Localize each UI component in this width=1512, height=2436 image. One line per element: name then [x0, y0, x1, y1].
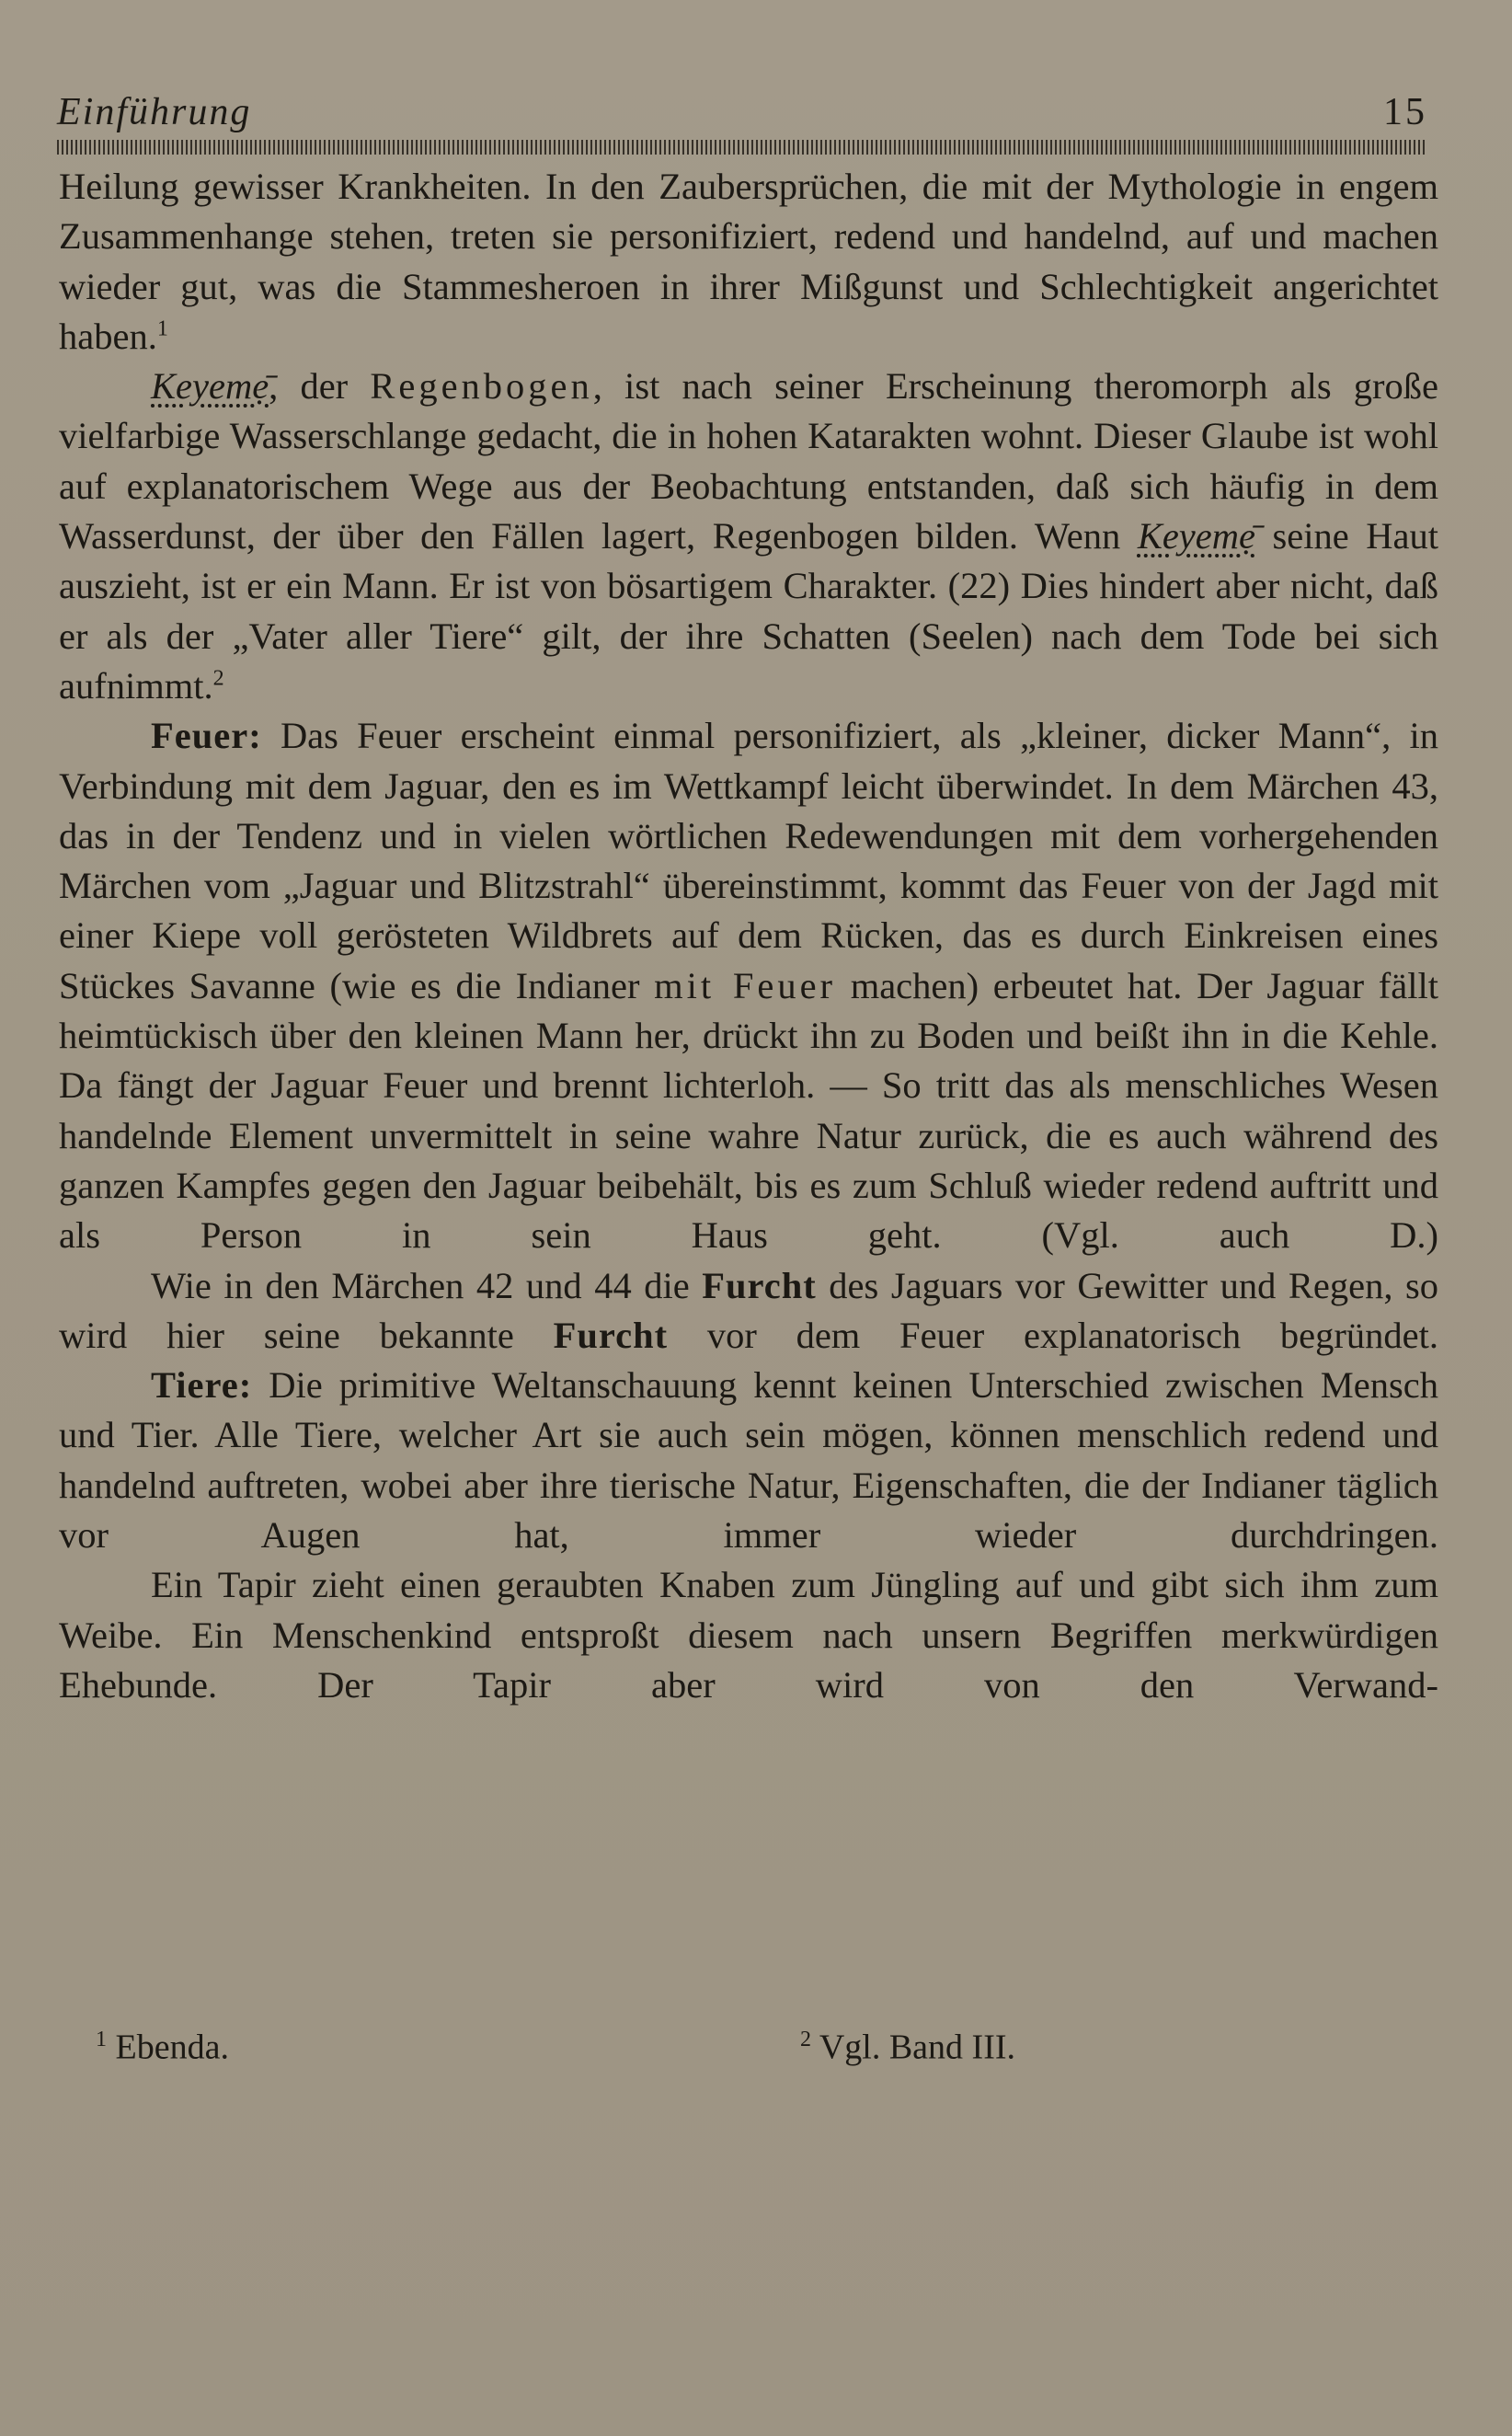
- keyword: Furcht: [702, 1264, 817, 1306]
- text-run: machen) erbeutet hat. Der Jaguar fällt heimtückisch über den kleinen Mann her, drückt ihn zu Boden und beißt ihn in die Kehle. Da fängt der Jaguar Feuer und brennt lichterloh. — So tritt das als menschliches Wesen handelnde Element unvermittelt in seine wahre Natur zurück, die es auch während des ganzen Kampfes gegen den Jaguar beibehält, bis es zum Schluß wieder redend auftritt und als Person in sein Haus geht. (Vgl. auch D.): [59, 964, 1438, 1257]
- paragraph: [59, 1261, 1438, 1362]
- header-rule: [57, 140, 1427, 155]
- text-run: des Jaguars vor Gewitter und Regen, so wird hier seine bekannte: [59, 1264, 1438, 1356]
- footnote-mark: 1: [96, 2028, 107, 2051]
- text-run: , ist nach seiner Erscheinung theromorph als große vielfarbige Wasserschlange gedacht, die in hohen Katarakten wohnt. Dieser Glaube ist wohl auf explanatorischem Wege aus der Beobachtung entstanden, daß sich häufig in dem Wasserdunst, der über den Fällen lagert, Regenbogen bilden. Wenn: [59, 365, 1439, 557]
- body-text: [59, 162, 1438, 1710]
- footnote-text: Vgl. Band III.: [819, 2028, 1016, 2067]
- paragraph: [59, 362, 1438, 711]
- spaced-emphasis: Regenbogen: [370, 365, 593, 408]
- text-run: Wie in den Märchen 42 und 44 die: [151, 1264, 703, 1306]
- footnote: [96, 2015, 229, 2073]
- footnote-reference: 2: [212, 666, 224, 691]
- paragraph: [59, 1361, 1438, 1560]
- text-run: Das Feuer erscheint einmal personifiziert, als „kleiner, dicker Mann“, in Verbindung mit dem Jaguar, den es im Wettkampf leicht überwindet. In dem Märchen 43, das in der Tendenz und in vielen wörtlichen Redewendungen mit dem vorhergehenden Märchen vom „Jaguar und Blitzstrahl“ übereinstimmt, kommt das Feuer von der Jagd mit einer Kiepe voll gerösteten Wildbrets auf dem Rücken, das es durch Einkreisen eines Stückes Savanne (wie es die Indianer: [59, 715, 1438, 1006]
- paragraph: [59, 1560, 1438, 1710]
- footnote-reference: 1: [156, 316, 168, 341]
- keyword: Feuer:: [151, 715, 262, 757]
- footnote-text: Ebenda.: [115, 2028, 229, 2067]
- text-run: , der: [269, 365, 371, 408]
- text-run: vor dem Feuer explanatorisch begründet.: [668, 1314, 1438, 1356]
- text-run: Die primitive Weltanschauung kennt keinen Unterschied zwischen Mensch und Tier. Alle Tiere, welcher Art sie auch sein mögen, können menschlich redend und handelnd auftreten, wobei aber ihre tierische Natur, Eigenschaften, die der Indianer täglich vor Augen hat, immer wieder durchdringen.: [59, 1364, 1438, 1557]
- paragraph: [59, 162, 1438, 362]
- spaced-emphasis: mit Feuer: [654, 964, 837, 1006]
- keyword: Furcht: [553, 1314, 669, 1356]
- proper-name: Keyemẹ̄: [151, 365, 269, 408]
- proper-name: Keyemẹ̄: [1137, 515, 1255, 557]
- running-head: [57, 85, 1427, 140]
- page-number: 15: [1383, 91, 1427, 133]
- text-run: Heilung gewisser Krankheiten. In den Zaubersprüchen, die mit der Mythologie in engem Zusammenhange stehen, treten sie personifiziert, redend und handelnd, auf und machen wieder gut, was die Stammesheroen in ihrer Mißgunst und Schlechtigkeit angerichtet haben.: [59, 166, 1438, 357]
- text-run: seine Haut auszieht, ist er ein Mann. Er ist von bösartigem Charakter. (22) Dies hindert aber nicht, daß er als der „Vater aller Tiere“ gilt, der ihre Schatten (Seelen) nach dem Tode bei sich aufnimmt.: [59, 515, 1438, 707]
- footnote: [800, 2015, 1015, 2073]
- keyword: Tiere:: [151, 1364, 253, 1407]
- running-title: Einführung: [57, 91, 252, 133]
- paragraph: [59, 711, 1438, 1260]
- footnote-mark: 2: [800, 2028, 811, 2051]
- text-run: Ein Tapir zieht einen geraubten Knaben zum Jüngling auf und gibt sich ihm zum Weibe. Ein Menschenkind entsproßt diesem nach unsern Begriffen merkwürdigen Ehebunde. Der Tapir aber wird von den Verwand-: [59, 1564, 1438, 1706]
